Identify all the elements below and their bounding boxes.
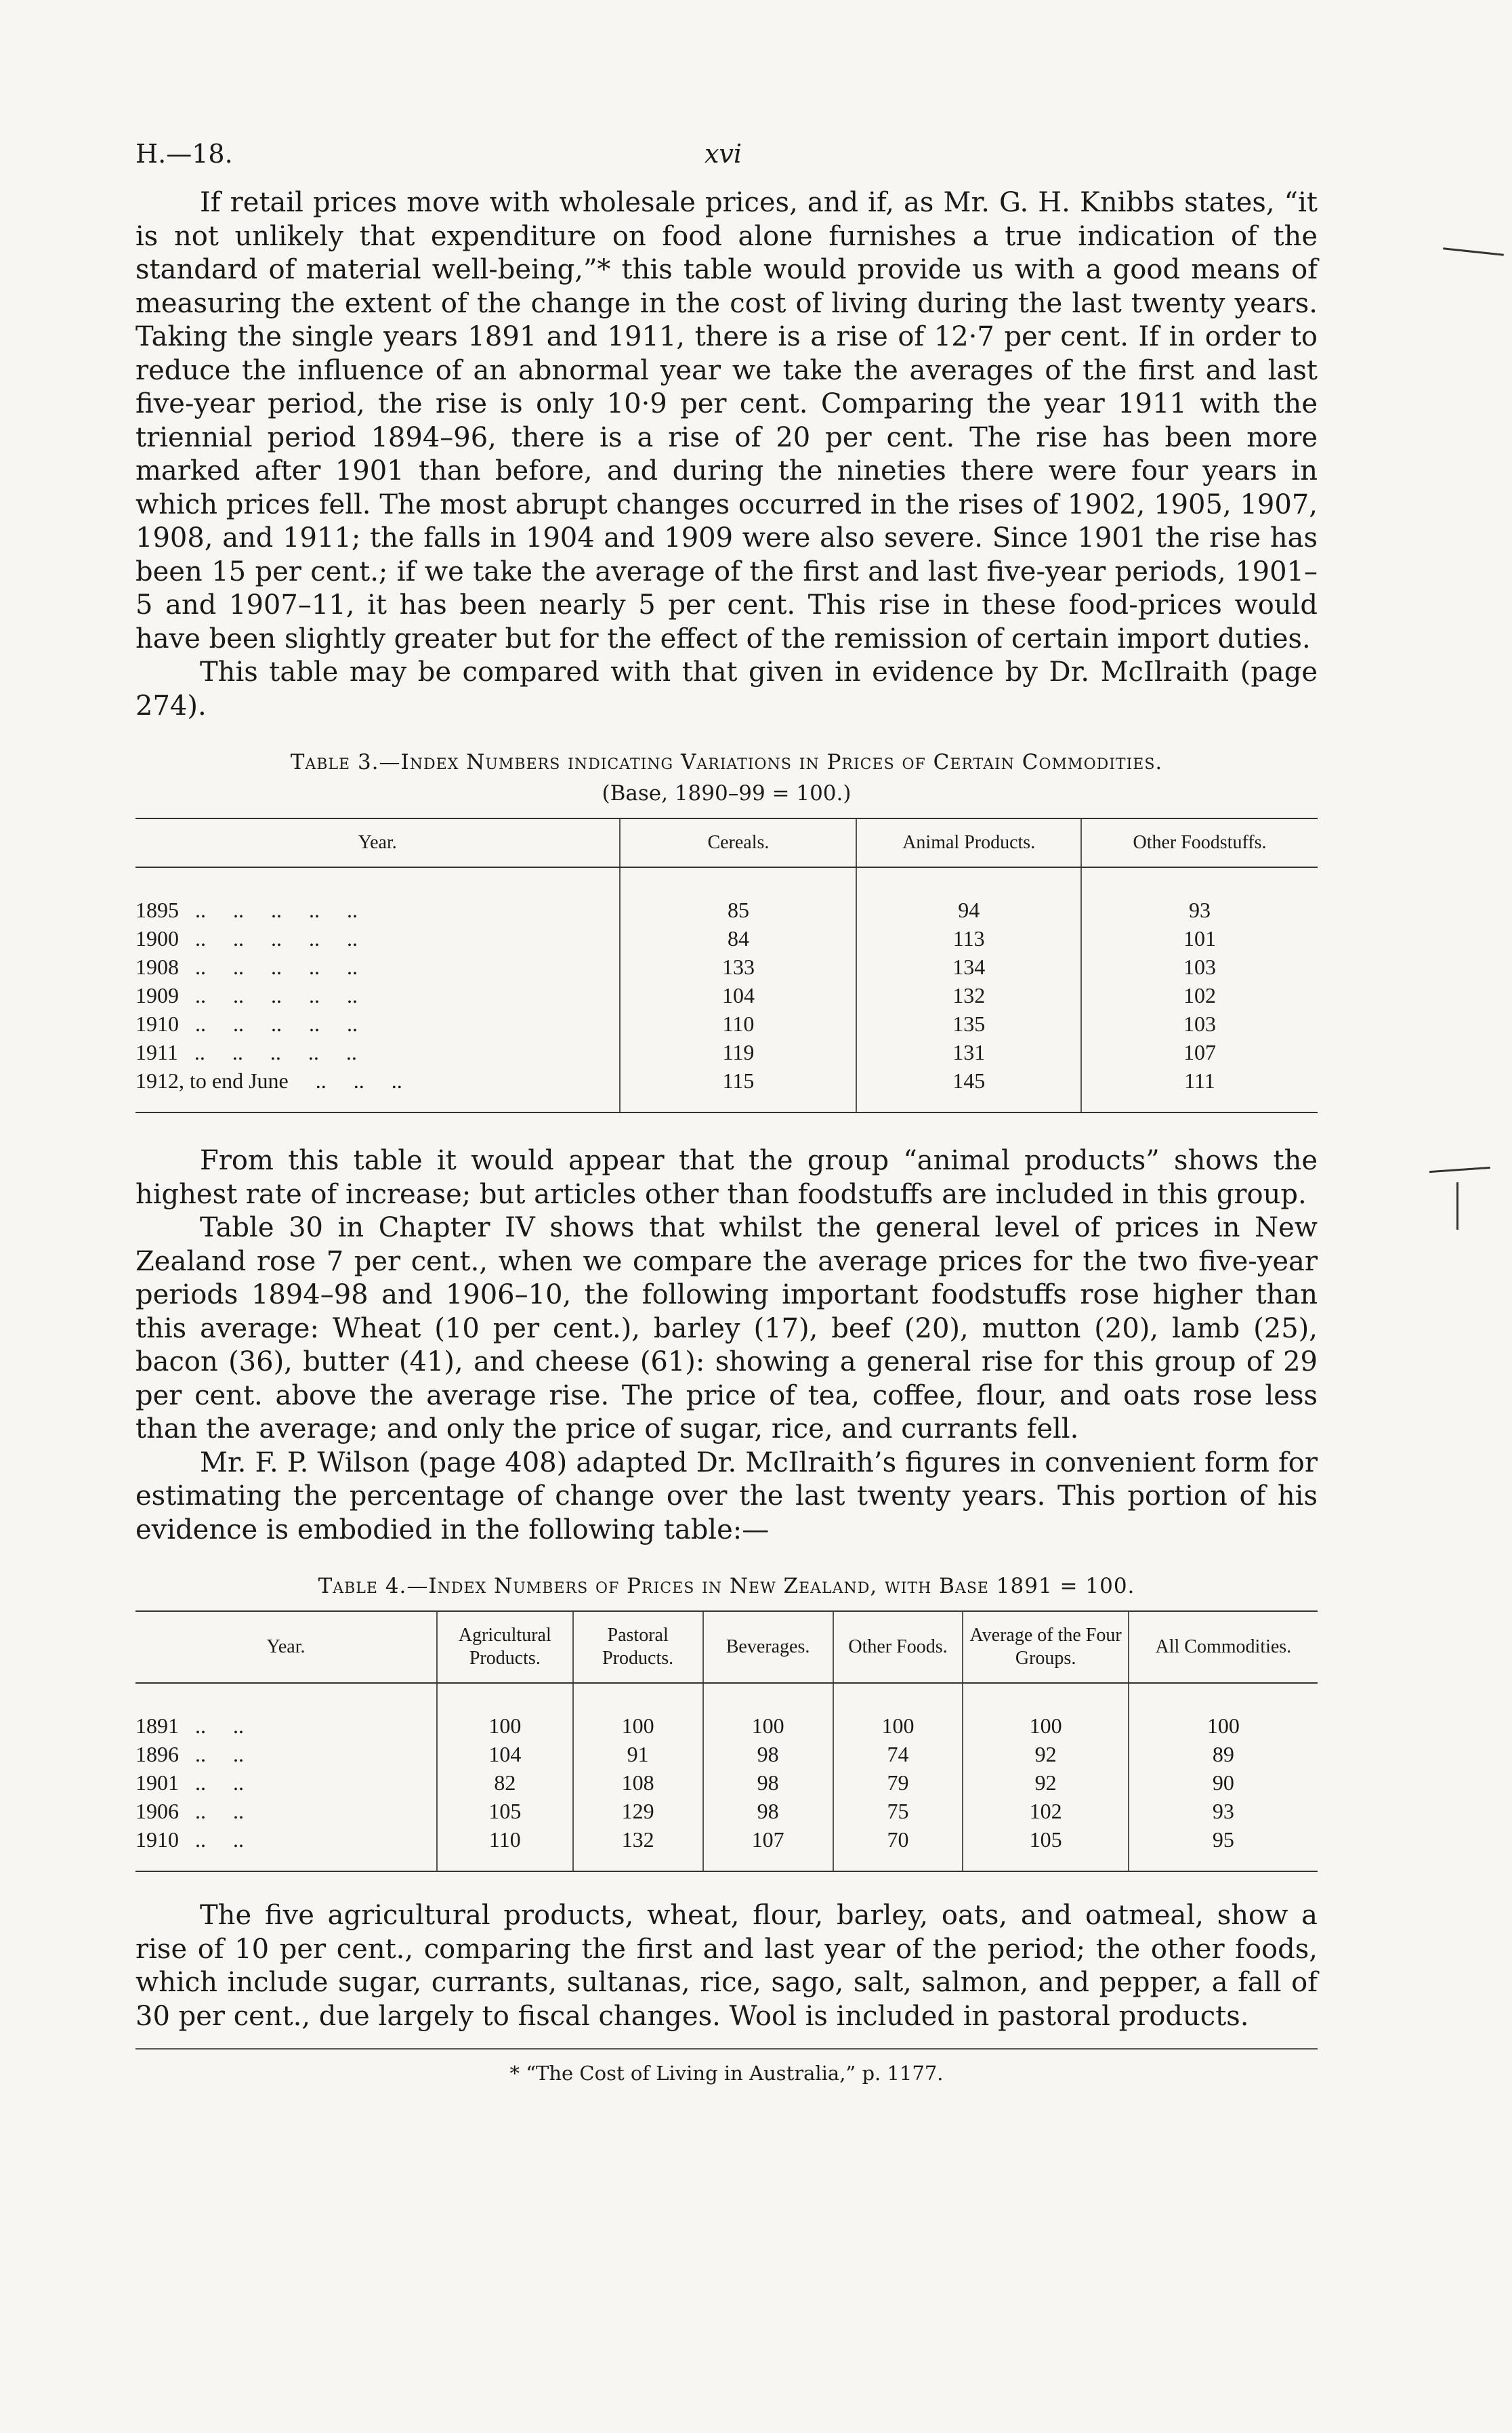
value-cell: 89 (1129, 1740, 1318, 1768)
value-cell: 92 (963, 1768, 1128, 1797)
year-cell: 1910 .. .. (135, 1825, 437, 1871)
value-cell: 105 (963, 1825, 1128, 1871)
table4-header-year: Year. (135, 1611, 437, 1683)
document-page (135, 139, 1318, 2085)
value-cell: 100 (833, 1683, 963, 1740)
table4-header-agricultural: Agricultural Products. (437, 1611, 573, 1683)
page-header (135, 139, 1318, 186)
table3-header-cereals: Cereals. (620, 818, 856, 867)
value-cell: 98 (703, 1768, 833, 1797)
value-cell: 131 (856, 1038, 1081, 1066)
value-cell: 93 (1081, 867, 1318, 924)
value-cell: 100 (963, 1683, 1128, 1740)
value-cell: 104 (620, 981, 856, 1010)
value-cell: 129 (573, 1797, 703, 1825)
value-cell: 100 (1129, 1683, 1318, 1740)
value-cell: 134 (856, 953, 1081, 981)
value-cell: 104 (437, 1740, 573, 1768)
value-cell: 102 (963, 1797, 1128, 1825)
year-cell: 1911 .. .. .. .. .. (135, 1040, 357, 1064)
paragraph-knibbs: If retail prices move with wholesale prices, and if, as Mr. G. H. Knibbs states, “it is not unlikely that expenditure on food alone furnishes a true indication of the standard of material well-being,”* this table would provide us with a good means of measuring the extent of the change in the cost of living during the last twenty years. Taking the single years 1891 and 1911, there is a rise of 12·7 per cent. If in order to reduce the influence of an abnormal year we take the averages of the first and last five-year period, the rise is only 10·9 per cent. Comparing the year 1911 with the triennial period 1894–96, there is a rise of 20 per cent. The rise has been more marked after 1901 than before, and during the nineties there were four years in which prices fell. The most abrupt changes occurred in the rises of 1902, 1905, 1907, 1908, and 1911; the falls in 1904 and 1909 were also severe. Since 1901 the rise has been 15 per cent.; if we take the average of the first and last five-year periods, 1901–5 and 1907–11, it has been nearly 5 per cent. This rise in these food-prices would have been slightly greater but for the effect of the remission of certain import duties. (135, 187, 1318, 654)
value-cell: 91 (573, 1740, 703, 1768)
value-cell: 101 (1081, 924, 1318, 953)
year-cell: 1895 .. .. .. .. .. (135, 898, 358, 922)
value-cell: 132 (856, 981, 1081, 1010)
value-cell: 113 (856, 924, 1081, 953)
value-cell: 132 (573, 1825, 703, 1871)
value-cell: 135 (856, 1010, 1081, 1038)
page-number: xvi (705, 139, 742, 169)
table-row (135, 981, 1318, 1010)
value-cell: 95 (1129, 1825, 1318, 1871)
year-cell: 1906 .. .. (135, 1799, 244, 1823)
value-cell: 103 (1081, 953, 1318, 981)
value-cell: 108 (573, 1768, 703, 1797)
table3-caption: Table 3.—Index Numbers indicating Variations in Prices of Certain Commodities. (290, 750, 1163, 774)
value-cell: 74 (833, 1740, 963, 1768)
table-row (135, 1038, 1318, 1066)
table4-header-average: Average of the Four Groups. (963, 1611, 1128, 1683)
value-cell: 103 (1081, 1010, 1318, 1038)
table3-header-other-foodstuffs: Other Foodstuffs. (1081, 818, 1318, 867)
table4-header-other-foods: Other Foods. (833, 1611, 963, 1683)
year-cell: 1896 .. .. (135, 1742, 244, 1766)
value-cell: 93 (1129, 1797, 1318, 1825)
year-cell: 1900 .. .. .. .. .. (135, 926, 358, 951)
paragraph-agricultural-products: The five agricultural products, wheat, flour, barley, oats, and oatmeal, show a rise of 10 per cent., comparing the first and last year of the period; the other foods, which include sugar, currants, sultanas, rice, sago, salt, salmon, and pepper, a fall of 30 per cent., due largely to fiscal changes. Wool is included in pastoral products. (135, 1900, 1318, 2032)
table4-header-all-commodities: All Commodities. (1129, 1611, 1318, 1683)
table3 (135, 818, 1318, 1113)
value-cell: 84 (620, 924, 856, 953)
year-cell: 1891 .. .. (135, 1713, 244, 1738)
footnote: * “The Cost of Living in Australia,” p. 1177. (509, 2062, 944, 2085)
value-cell: 75 (833, 1797, 963, 1825)
table-row (135, 1010, 1318, 1038)
year-cell: 1910 .. .. .. .. .. (135, 1012, 358, 1036)
table-row (135, 953, 1318, 981)
value-cell: 110 (620, 1010, 856, 1038)
table4 (135, 1610, 1318, 1872)
table-row (135, 1825, 1318, 1871)
value-cell: 105 (437, 1797, 573, 1825)
margin-mark (1429, 1167, 1490, 1173)
table4-header-beverages: Beverages. (703, 1611, 833, 1683)
year-cell: 1908 .. .. .. .. .. (135, 955, 358, 979)
value-cell: 100 (703, 1683, 833, 1740)
paragraph-mcilraith-compare: This table may be compared with that given in evidence by Dr. McIlraith (page 274). (135, 657, 1318, 722)
table3-header-row (135, 818, 1318, 867)
value-cell: 107 (703, 1825, 833, 1871)
table4-header-row (135, 1611, 1318, 1683)
value-cell: 82 (437, 1768, 573, 1797)
value-cell: 102 (1081, 981, 1318, 1010)
table-row (135, 924, 1318, 953)
table3-header-animal-products: Animal Products. (856, 818, 1081, 867)
value-cell: 90 (1129, 1768, 1318, 1797)
value-cell: 98 (703, 1740, 833, 1768)
year-cell: 1909 .. .. .. .. .. (135, 983, 358, 1007)
value-cell: 145 (856, 1066, 1081, 1112)
value-cell: 94 (856, 867, 1081, 924)
margin-mark (1443, 247, 1504, 255)
table4-header-pastoral: Pastoral Products. (573, 1611, 703, 1683)
table3-header-year: Year. (135, 818, 620, 867)
table-row (135, 1740, 1318, 1768)
value-cell: 100 (437, 1683, 573, 1740)
margin-mark (1456, 1182, 1458, 1230)
paragraph-wilson: Mr. F. P. Wilson (page 408) adapted Dr. McIlraith’s figures in convenient form for estimating the percentage of change over the last twenty years. This portion of his evidence is embodied in the following table:— (135, 1447, 1318, 1545)
value-cell: 107 (1081, 1038, 1318, 1066)
value-cell: 98 (703, 1797, 833, 1825)
value-cell: 79 (833, 1768, 963, 1797)
value-cell: 85 (620, 867, 856, 924)
value-cell: 115 (620, 1066, 856, 1112)
paragraph-animal-products: From this table it would appear that the group “animal products” shows the highest rate of increase; but articles other than foodstuffs are included in this group. (135, 1145, 1318, 1210)
table-row (135, 1768, 1318, 1797)
footnote-divider (135, 2048, 1318, 2050)
table4-caption: Table 4.—Index Numbers of Prices in New Zealand, with Base 1891 = 100. (318, 1574, 1135, 1598)
value-cell: 133 (620, 953, 856, 981)
table-row (135, 1066, 1318, 1112)
value-cell: 119 (620, 1038, 856, 1066)
table-row (135, 1797, 1318, 1825)
value-cell: 70 (833, 1825, 963, 1871)
year-cell: 1901 .. .. (135, 1770, 244, 1795)
table-row (135, 1683, 1318, 1740)
table-row (135, 867, 1318, 924)
value-cell: 111 (1081, 1066, 1318, 1112)
year-cell: 1912, to end June .. .. .. (135, 1066, 620, 1112)
value-cell: 110 (437, 1825, 573, 1871)
paragraph-table30: Table 30 in Chapter IV shows that whilst the general level of prices in New Zealand rose 7 per cent., when we compare the average prices for the two five-year periods 1894–98 and 1906–10, the following important foodstuffs rose higher than this average: Wheat (10 per cent.), barley (17), beef (20), mutton (20), lamb (25), bacon (36), butter (41), and cheese (61): showing a general rise for this group of 29 per cent. above the average rise. The price of tea, coffee, flour, and oats rose less than the average; and only the price of sugar, rice, and currants fell. (135, 1212, 1318, 1444)
value-cell: 100 (573, 1683, 703, 1740)
table3-subcaption: (Base, 1890–99 = 100.) (602, 781, 852, 806)
value-cell: 92 (963, 1740, 1128, 1768)
report-reference: H.—18. (135, 139, 233, 169)
